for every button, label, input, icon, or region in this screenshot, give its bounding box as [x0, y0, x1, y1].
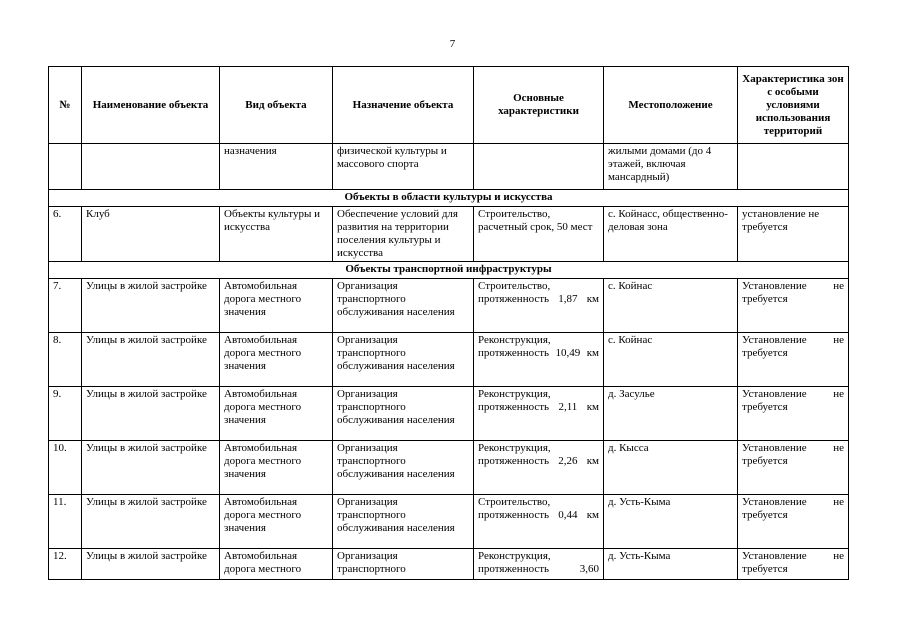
cell-number: 11.: [49, 495, 82, 549]
table-row: [49, 441, 849, 495]
cell-name: Улицы в жилой застройке: [82, 333, 220, 387]
section-heading-row: [49, 262, 849, 279]
cell-characteristics: Реконструкция, протяженность 10,49 км: [474, 333, 604, 387]
cell-purpose: физической культуры и массового спорта: [333, 144, 474, 190]
cell-location: д. Усть-Кыма: [604, 495, 738, 549]
cell-purpose: Организация транспортного: [333, 549, 474, 580]
cell-name: Клуб: [82, 207, 220, 262]
cell-purpose: Организация транспортного обслуживания населения: [333, 387, 474, 441]
cell-number: 12.: [49, 549, 82, 580]
section-heading-culture: Объекты в области культуры и искусства: [49, 190, 849, 207]
cell-type: Автомобильная дорога местного значения: [220, 387, 333, 441]
cell-zones: Установление не требуется: [738, 333, 849, 387]
cell-number: 10.: [49, 441, 82, 495]
header-name: Наименование объекта: [82, 67, 220, 144]
cell-purpose: Организация транспортного обслуживания населения: [333, 441, 474, 495]
cell-location: д. Усть-Кыма: [604, 549, 738, 580]
header-row: [49, 67, 849, 144]
cell-name: Улицы в жилой застройке: [82, 441, 220, 495]
table-row: [49, 495, 849, 549]
cell-number: 6.: [49, 207, 82, 262]
cell-name: Улицы в жилой застройке: [82, 495, 220, 549]
section-heading-transport: Объекты транспортной инфраструктуры: [49, 262, 849, 279]
cell-type: Автомобильная дорога местного значения: [220, 279, 333, 333]
cell-location: д. Засулье: [604, 387, 738, 441]
cell-characteristics: Строительство, протяженность 0,44 км: [474, 495, 604, 549]
header-location: Местоположение: [604, 67, 738, 144]
objects-table: [48, 66, 849, 580]
header-number: №: [49, 67, 82, 144]
cell-zones: Установление не требуется: [738, 441, 849, 495]
cell-name: Улицы в жилой застройке: [82, 279, 220, 333]
cell-type: Объекты культуры и искусства: [220, 207, 333, 262]
header-zones: Характеристика зон с особыми условиями использования территорий: [738, 67, 849, 144]
cell-name: [82, 144, 220, 190]
cell-location: д. Кысса: [604, 441, 738, 495]
cell-number: 9.: [49, 387, 82, 441]
cell-number: [49, 144, 82, 190]
table-row: [49, 144, 849, 190]
cell-zones: установление не требуется: [738, 207, 849, 262]
cell-name: Улицы в жилой застройке: [82, 549, 220, 580]
cell-characteristics: Строительство, протяженность 1,87 км: [474, 279, 604, 333]
table-row: [49, 279, 849, 333]
table-row: [49, 207, 849, 262]
cell-type: назначения: [220, 144, 333, 190]
cell-purpose: Обеспечение условий для развития на территории поселения культуры и искусства: [333, 207, 474, 262]
cell-purpose: Организация транспортного обслуживания населения: [333, 495, 474, 549]
cell-characteristics: Реконструкция, протяженность 3,60: [474, 549, 604, 580]
cell-type: Автомобильная дорога местного значения: [220, 495, 333, 549]
cell-purpose: Организация транспортного обслуживания населения: [333, 333, 474, 387]
cell-location: с. Койнас: [604, 333, 738, 387]
cell-characteristics: Строительство, расчетный срок, 50 мест: [474, 207, 604, 262]
page-number: 7: [449, 38, 456, 50]
cell-name: Улицы в жилой застройке: [82, 387, 220, 441]
cell-zones: Установление не требуется: [738, 387, 849, 441]
cell-type: Автомобильная дорога местного: [220, 549, 333, 580]
header-type: Вид объекта: [220, 67, 333, 144]
table-row: [49, 549, 849, 580]
cell-zones: Установление не требуется: [738, 549, 849, 580]
cell-location: с. Койнас: [604, 279, 738, 333]
cell-number: 8.: [49, 333, 82, 387]
cell-zones: Установление не требуется: [738, 279, 849, 333]
cell-zones: [738, 144, 849, 190]
cell-location: с. Койнасс, общественно-деловая зона: [604, 207, 738, 262]
cell-type: Автомобильная дорога местного значения: [220, 441, 333, 495]
cell-location: жилыми домами (до 4 этажей, включая мансардный): [604, 144, 738, 190]
header-purpose: Назначение объекта: [333, 67, 474, 144]
table-row: [49, 387, 849, 441]
table-row: [49, 333, 849, 387]
section-heading-row: [49, 190, 849, 207]
cell-zones: Установление не требуется: [738, 495, 849, 549]
cell-characteristics: [474, 144, 604, 190]
cell-characteristics: Реконструкция, протяженность 2,11 км: [474, 387, 604, 441]
cell-purpose: Организация транспортного обслуживания населения: [333, 279, 474, 333]
cell-type: Автомобильная дорога местного значения: [220, 333, 333, 387]
cell-number: 7.: [49, 279, 82, 333]
cell-characteristics: Реконструкция, протяженность 2,26 км: [474, 441, 604, 495]
header-characteristics: Основные характеристики: [474, 67, 604, 144]
